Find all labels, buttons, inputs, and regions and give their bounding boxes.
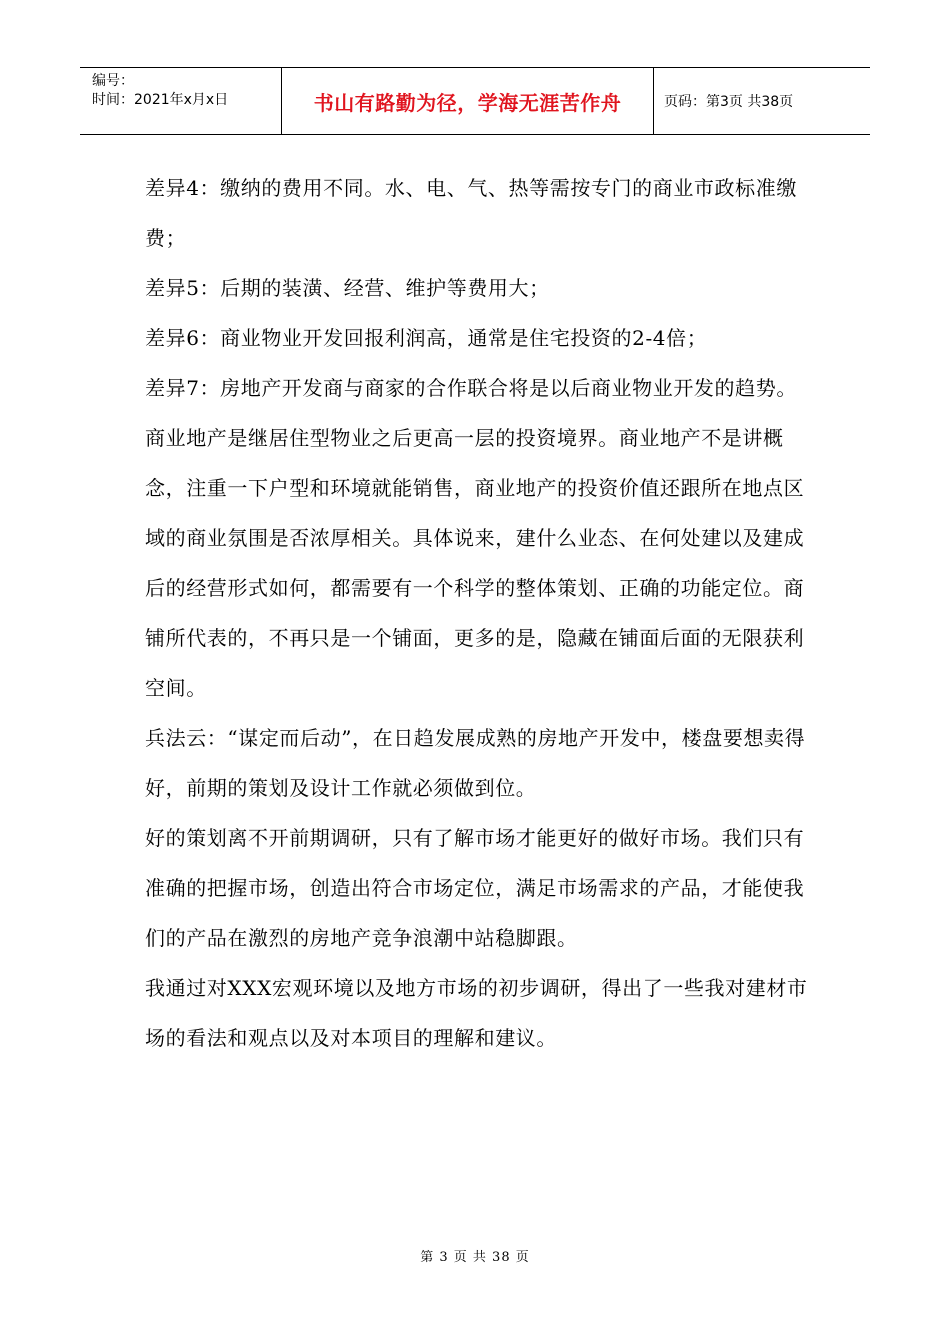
doc-time-label: 时间：2021年x月x日 <box>92 92 229 108</box>
doc-number-label: 编号： <box>92 73 134 89</box>
document-body <box>145 163 815 1063</box>
paragraph-difference-6: 差异6：商业物业开发回报利润高，通常是住宅投资的2-4倍； <box>145 326 708 350</box>
paragraph-conclusion: 我通过对XXX宏观环境以及地方市场的初步调研，得出了一些我对建材市场的看法和观点以及对本项目的理解和建议。 <box>145 976 808 1050</box>
paragraph-difference-5: 差异5：后期的装潢、经营、维护等费用大； <box>145 276 550 300</box>
paragraph-strategy-quote: 兵法云：“谋定而后动”，在日趋发展成熟的房地产开发中，楼盘要想卖得好，前期的策划及设计工作就必须做到位。 <box>145 726 806 800</box>
paragraph-difference-7: 差异7：房地产开发商与商家的合作联合将是以后商业物业开发的趋势。 <box>145 376 797 400</box>
paragraph-difference-4: 差异4：缴纳的费用不同。水、电、气、热等需按专门的商业市政标准缴费； <box>145 176 797 250</box>
paragraph-market-research: 好的策划离不开前期调研，只有了解市场才能更好的做好市场。我们只有准确的把握市场，创造出符合市场定位，满足市场需求的产品，才能使我们的产品在激烈的房地产竞争浪潮中站稳脚跟。 <box>145 826 805 950</box>
paragraph-commercial-realestate: 商业地产是继居住型物业之后更高一层的投资境界。商业地产不是讲概念，注重一下户型和环境就能销售，商业地产的投资价值还跟所在地点区域的商业氛围是否浓厚相关。具体说来，建什么业态、在何处建以及建成后的经营形式如何，都需要有一个科学的整体策划、正确的功能定位。商铺所代表的，不再只是一个铺面，更多的是，隐藏在铺面后面的无限获利空间。 <box>145 426 805 700</box>
page-footer: 第 3 页 共 38 页 <box>420 1250 530 1265</box>
page-header <box>80 67 870 135</box>
header-page-info: 页码：第3页 共38页 <box>664 94 794 110</box>
header-meta <box>80 68 282 134</box>
header-motto: 书山有路勤为径，学海无涯苦作舟 <box>282 68 654 134</box>
